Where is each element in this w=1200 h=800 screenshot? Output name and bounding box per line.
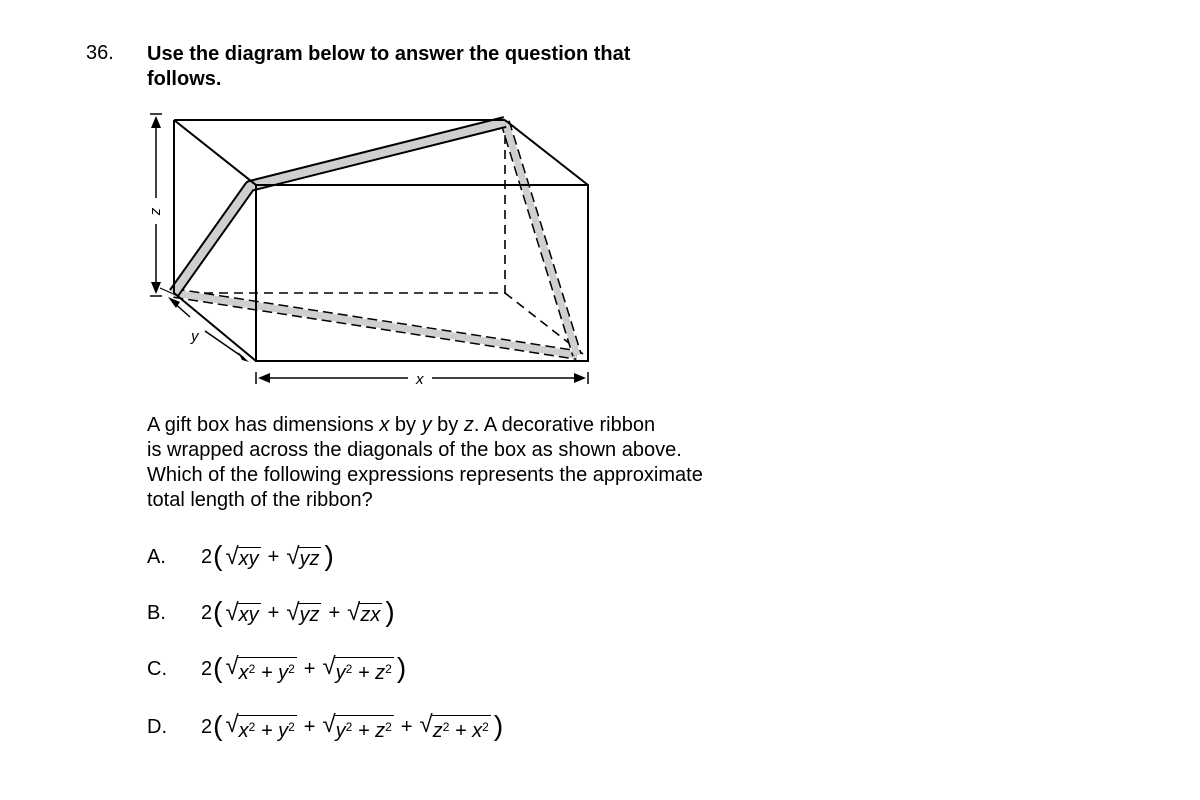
question-body <box>147 413 787 513</box>
answer-choice-d[interactable] <box>147 710 504 744</box>
choice-expression: 2 ( √ xy + √ yz ) <box>201 540 334 571</box>
radical-term: √ yz <box>286 543 320 570</box>
radical-term: √ zx <box>347 599 381 626</box>
box-ribbon-diagram <box>140 108 610 398</box>
radical-term: √ $y^2 + z^2$ <box>322 711 392 742</box>
question-body-line: Which of the following expressions represents the approximate <box>147 464 703 486</box>
radical-term: √ $y^2 + z^2$ <box>322 653 392 684</box>
question-body-line: A gift box has dimensions x by y by z. A decorative ribbon <box>147 414 656 436</box>
z-label: z <box>148 208 165 216</box>
choice-letter: A. <box>147 545 166 568</box>
ribbon-left-top-diagonal <box>174 122 505 293</box>
coefficient: 2 <box>201 545 213 568</box>
z-dimension <box>150 114 162 296</box>
choice-letter: C. <box>147 657 167 680</box>
choice-expression: 2 ( √ $x^2 + y^2$ + √ $y^2 + z^2$ ) <box>201 652 407 684</box>
edge-top-left <box>174 120 256 185</box>
radical-term: √ xy <box>225 543 259 570</box>
coefficient: 2 <box>201 601 213 624</box>
choice-expression: 2 ( √ xy + √ yz + √ zx ) <box>201 596 395 627</box>
radical-term: √ $x^2 + y^2$ <box>225 653 295 684</box>
radical-term: √ $x^2 + y^2$ <box>225 711 295 742</box>
choice-expression: 2 ( √ $x^2 + y^2$ + √ $y^2 + z^2$ + √ $z^2 + x^2$ ) <box>201 710 504 742</box>
choice-letter: D. <box>147 715 167 738</box>
answer-choice-b[interactable] <box>147 596 396 630</box>
x-label: x <box>416 371 424 388</box>
coefficient: 2 <box>201 657 213 680</box>
y-label: y <box>191 328 199 345</box>
question-number: 36. <box>86 42 114 64</box>
radical-term: √ xy <box>225 599 259 626</box>
coefficient: 2 <box>201 715 213 738</box>
answer-choice-c[interactable] <box>147 652 407 686</box>
radical-term: √ $z^2 + x^2$ <box>419 711 489 742</box>
radical-term: √ yz <box>286 599 320 626</box>
ribbon <box>174 122 577 355</box>
choice-letter: B. <box>147 601 166 624</box>
question-body-line: total length of the ribbon? <box>147 489 373 511</box>
answer-choice-a[interactable] <box>147 540 335 574</box>
question-body-line: is wrapped across the diagonals of the box as shown above. <box>147 439 682 461</box>
question-prompt: Use the diagram below to answer the question that follows. <box>147 43 631 90</box>
